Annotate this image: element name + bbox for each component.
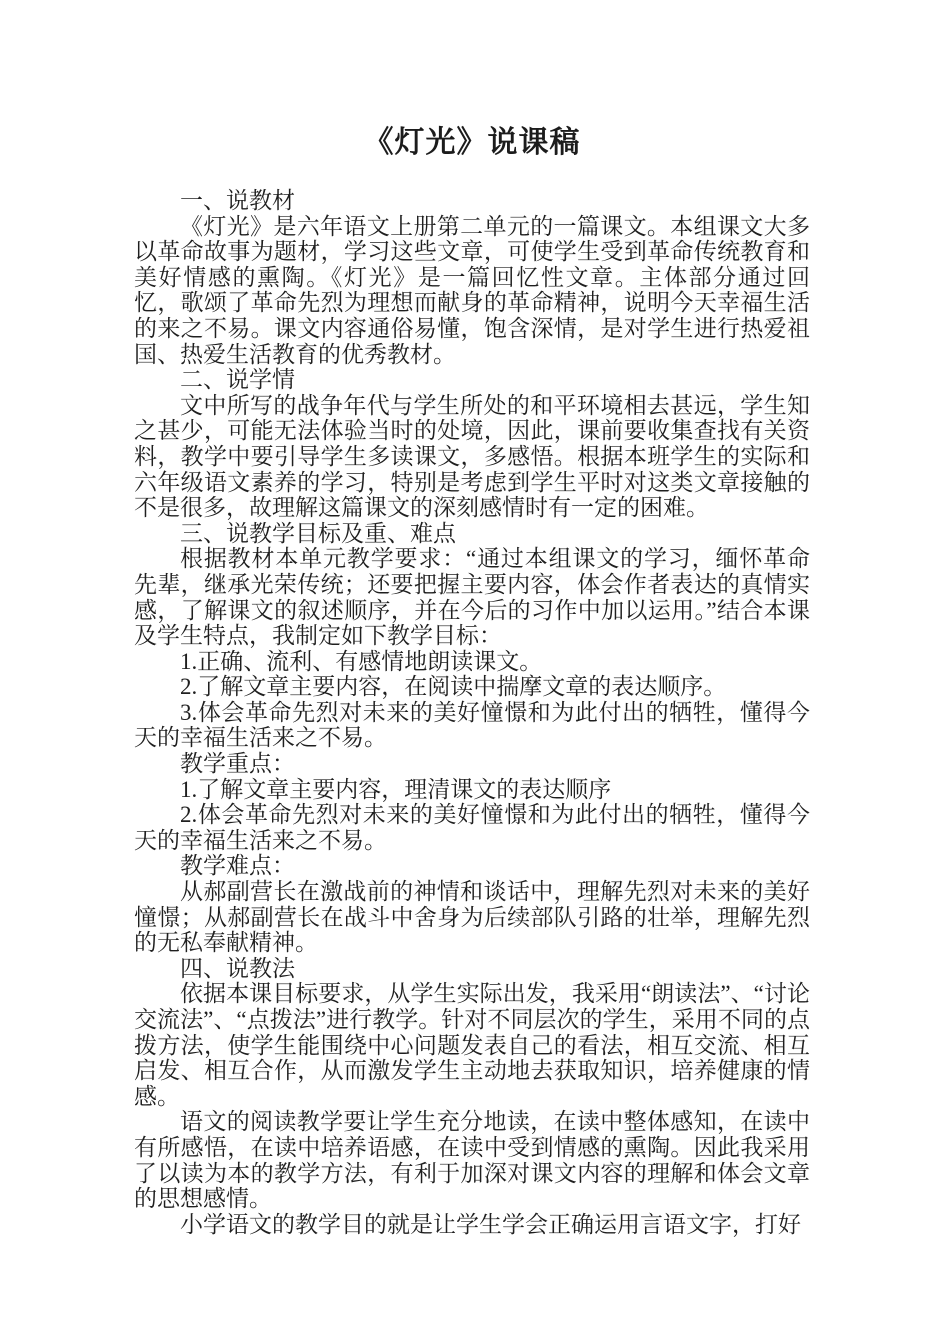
- paragraph-8: 2.了解文章主要内容，在阅读中揣摩文章的表达顺序。: [180, 674, 727, 700]
- paragraph-14: 从郝副营长在激战前的神情和谈话中，理解先烈对未来的美好憧憬；从郝副营长在战斗中舍身为后续部队引路的壮举，理解先烈的无私奉献精神。: [134, 879, 810, 956]
- paragraph-4: 文中所写的战争年代与学生所处的和平环境相去甚远，学生知之甚少，可能无法体验当时的处境，因此，课前要收集查找有关资料，教学中要引导学生多读课文，多感悟。根据本班学生的实际和六年级语文素养的学习，特别是考虑到学生平时对这类文章接触的不是很多，故理解这篇课文的深刻感情时有一定的困难。: [134, 392, 810, 521]
- paragraph-15: 四、说教法: [180, 955, 295, 981]
- paragraph-18: 小学语文的教学目的就是让学生学会正确运用言语文字，打好: [180, 1211, 801, 1237]
- paragraph-16: 依据本课目标要求，从学生实际出发，我采用“朗读法”、“讨论交流法”、“点拨法”进行教学。针对不同层次的学生，采用不同的点拨方法，使学生能围绕中心问题发表自己的看法，相互交流、相互启发、相互合作，从而激发学生主动地去获取知识，培养健康的情感。: [134, 981, 810, 1109]
- paragraph-17: 语文的阅读教学要让学生充分地读，在读中整体感知，在读中有所感悟，在读中培养语感，在读中受到情感的熏陶。因此我采用了以读为本的教学方法，有利于加深对课文内容的理解和体会文章的思想感情。: [134, 1109, 810, 1212]
- paragraph-5: 三、说教学目标及重、难点: [180, 520, 456, 546]
- paragraph-6: 根据教材本单元教学要求：“通过本组课文的学习，缅怀革命先辈，继承光荣传统；还要把握主要内容，体会作者表达的真情实感，了解课文的叙述顺序，并在今后的习作中加以运用。”结合本课及学生特点，我制定如下教学目标：: [134, 546, 810, 649]
- document-content: [134, 122, 810, 1237]
- paragraph-12: 2.体会革命先烈对未来的美好憧憬和为此付出的牺牲，懂得今天的幸福生活来之不易。: [134, 802, 810, 853]
- paragraph-10: 教学重点：: [180, 751, 295, 777]
- document-title: 《灯光》说课稿: [363, 126, 581, 159]
- paragraph-1: 一、说教材: [180, 188, 295, 213]
- paragraph-2: 《灯光》是六年语文上册第二单元的一篇课文。本组课文大多以革命故事为题材，学习这些文章，可使学生受到革命传统教育和美好情感的熏陶。《灯光》是一篇回忆性文章。主体部分通过回忆，歌颂了革命先烈为理想而献身的革命精神，说明今天幸福生活的来之不易。课文内容通俗易懂，饱含深情，是对学生进行热爱祖国、热爱生活教育的优秀教材。: [134, 213, 810, 367]
- paragraph-9: 3.体会革命先烈对未来的美好憧憬和为此付出的牺牲，懂得今天的幸福生活来之不易。: [134, 699, 810, 751]
- paragraph-7: 1.正确、流利、有感情地朗读课文。: [180, 648, 543, 674]
- paragraph-3: 二、说学情: [180, 367, 295, 393]
- paragraph-13: 教学难点：: [180, 853, 295, 879]
- paragraph-11: 1.了解文章主要内容，理清课文的表达顺序: [180, 776, 612, 802]
- document-body: [134, 188, 810, 1237]
